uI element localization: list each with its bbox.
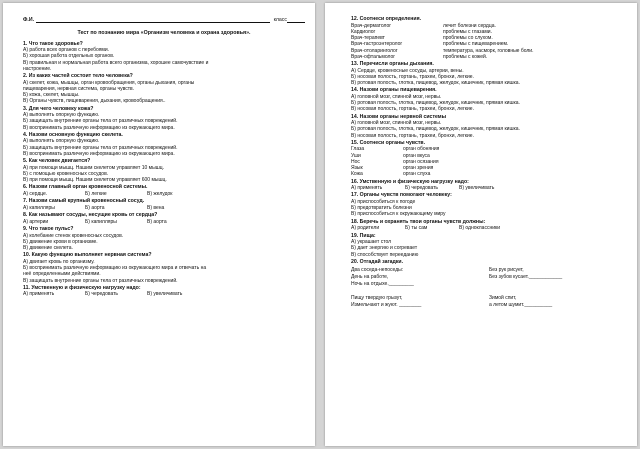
answer-option[interactable]: В) воспринимать различную информацию из окружающего мира. [23, 150, 175, 157]
riddles-block [351, 259, 627, 309]
question-block [351, 179, 627, 192]
question-block [23, 212, 305, 225]
answer-option[interactable]: В) ротовая полость, глотка, пищевод, желудок, кишечник, прямая кишка. [351, 80, 520, 86]
answer-option[interactable]: Б) защищать внутренние органы тела от различных повреждений. [23, 118, 178, 125]
matching-right[interactable]: орган слуха [403, 171, 431, 178]
answer-options-row [23, 191, 305, 197]
answer-option[interactable]: А) Сердце, кровеносные сосуды, артерии, вены. [351, 67, 464, 74]
riddles-left [351, 267, 489, 309]
question-block [351, 192, 627, 217]
answer-option[interactable]: Б) предотвратить болезни [351, 205, 412, 212]
answer-option[interactable]: А) работа всех органов с перебоями. [23, 47, 110, 54]
answer-option[interactable]: Б) чередовать [405, 185, 439, 192]
answer-option[interactable]: Б) движение крови в организме. [23, 238, 98, 245]
question-text: 11. Умственную и физическую нагрузку надо: [23, 284, 141, 291]
answer-option[interactable]: А) двигает кровь по организму. [23, 258, 95, 265]
answer-options-row [351, 225, 627, 231]
answer-option[interactable]: В) защищать внутренние органы тела от различных повреждений. [23, 277, 178, 284]
answer-option[interactable]: Б) кожа, скелет, мышцы. [23, 92, 80, 98]
riddle-line: Измельчают и жуют. ________ [351, 301, 422, 308]
matching-right[interactable]: проблемы с кожей. [443, 53, 488, 60]
question-block [351, 114, 627, 139]
answer-option[interactable]: В) носовая полость, гортань, трахеи, бронхи, легкие. [351, 132, 474, 139]
question-text: 19. Пища: [351, 232, 376, 239]
question-text: 9. Что такое пульс? [23, 226, 74, 233]
riddle-line [489, 281, 627, 288]
question-block [351, 61, 627, 86]
answer-options-row [351, 185, 627, 191]
question-block [23, 184, 305, 197]
answer-option[interactable]: настроение. [23, 65, 52, 72]
answer-option[interactable]: Б) аорта [85, 204, 105, 211]
matching-row [351, 54, 627, 60]
question-text: 5. Как человек двигается? [23, 158, 91, 165]
riddle-line: Два соседа-непоседы: [351, 266, 404, 273]
matching-left[interactable]: Нос [351, 158, 360, 165]
matching-left[interactable]: Язык [351, 165, 363, 172]
question-text: 10. Какую функцию выполняет нервная система? [23, 252, 152, 259]
riddle-line [351, 288, 489, 295]
matching-right[interactable]: проблемы со слухом. [443, 35, 493, 42]
matching-left[interactable]: Кардиолог [351, 28, 376, 35]
answer-option[interactable]: Б) ты сам [405, 225, 428, 232]
matching-right[interactable]: лечит болезни сердца. [443, 22, 496, 29]
answer-option[interactable]: Б) ротовая полость, глотка, пищевод, желудок, кишечник, прямая кишка. [351, 100, 520, 107]
answer-option[interactable]: А) применять [351, 185, 383, 192]
question-text: 3. Для чего человеку кожа? [23, 105, 94, 112]
answer-option[interactable]: В) аорта [147, 218, 167, 225]
answer-option[interactable]: В) Органы чувств, пищеварения, дыхания, кровообращения.. [23, 98, 166, 105]
question-text: 2. Из каких частей состоит тело человека? [23, 73, 133, 79]
answer-option[interactable]: В) носовая полость, гортань, трахеи, бронхи, легкие. [351, 106, 474, 113]
answer-option[interactable]: Б) чередовать [85, 291, 119, 298]
riddle-line [489, 288, 627, 295]
answer-option[interactable]: В) одноклассники [459, 225, 500, 232]
answer-option[interactable]: А) капилляры [23, 204, 55, 211]
question-block [23, 41, 305, 72]
matching-left[interactable]: Врач-дерматолог [351, 22, 392, 29]
riddle-line: Без зубов кусает.____________ [489, 273, 563, 280]
matching-right[interactable]: орган осязания [403, 158, 439, 165]
right-questions [351, 16, 627, 308]
answer-option[interactable]: В) правильная и нормальная работа всего организма, хорошее самочувствие и [23, 59, 209, 66]
question-text: 16. Умственную и физическую нагрузку надо: [351, 178, 469, 185]
question-text: 14. Назови органы пищеварения. [351, 87, 437, 94]
question-text: 17. Органы чувств помогают человеку: [351, 192, 452, 199]
question-text: 14. Назови органы нервной системы [351, 113, 447, 120]
class-label: класс [273, 17, 287, 23]
question-text: 13. Перечисли органы дыхания. [351, 61, 434, 67]
matching-block [351, 140, 627, 178]
answer-option[interactable]: Б) ротовая полость, глотка, пищевод, желудок, кишечник, прямая кишка. [351, 126, 520, 133]
matching-right[interactable]: орган зрения [403, 165, 434, 172]
answer-option[interactable]: А) украшает стол [351, 239, 392, 246]
answer-option[interactable]: пищеварения, нервная система, органы чувств. [23, 85, 135, 92]
answer-option[interactable]: А) скелет, кожа, мышцы, орган кровообращения, органы дыхания, органы [23, 79, 195, 86]
answer-option[interactable]: Б) с помощью кровеносных сосудов. [23, 170, 109, 177]
question-block [23, 158, 305, 183]
answer-option[interactable]: А) применять [23, 291, 55, 298]
answer-option[interactable]: В) воспринимать различную информацию из окружающего мира. [23, 124, 175, 131]
question-text: 18. Беречь и охранять твои органы чувств должны: [351, 218, 486, 225]
answer-option[interactable]: Б) защищать внутренние органы тела от различных повреждений. [23, 144, 178, 151]
test-title: Тест по познанию мира «Организм человека и охрана здоровья». [77, 30, 251, 36]
answer-option[interactable]: А) родители [351, 225, 380, 232]
left-questions [23, 41, 305, 298]
question-text: 15. Соотнеси органы чувств. [351, 139, 426, 146]
answer-option[interactable]: Б) дает энергию и согревает [351, 245, 418, 252]
left-page [3, 3, 315, 446]
riddle-line: Пищу твердую грызут, [351, 294, 403, 301]
answer-option[interactable]: Б) хорошая работа отдельных органов. [23, 53, 115, 60]
answer-option[interactable]: В) увеличивать [147, 291, 183, 298]
question-text: 4. Назови основную функцию скелета. [23, 131, 123, 138]
answer-option[interactable]: Б) легкие [85, 190, 107, 197]
name-blank[interactable] [36, 17, 270, 23]
matching-right[interactable]: проблемы с пищеварением. [443, 41, 509, 48]
riddle-line: Без рук рисует, [489, 266, 524, 273]
question-block [23, 132, 305, 157]
answer-option[interactable]: В) увеличивать [459, 185, 495, 192]
answer-option[interactable]: А) головной мозг, спинной мозг, нервы. [351, 93, 442, 100]
question-block [351, 233, 627, 258]
answer-option[interactable]: А) головной мозг, спинной мозг, нервы. [351, 120, 442, 127]
name-header [23, 17, 305, 24]
answer-option[interactable]: неё определенными действиями. [23, 271, 101, 278]
question-text: 8. Как называют сосуды, несущие кровь от сердца? [23, 212, 158, 219]
matching-left[interactable]: Врач-терапевт [351, 35, 385, 42]
matching-right[interactable]: орган вкуса [403, 152, 430, 159]
fio-label: Ф.И. [23, 17, 35, 23]
question-text: 7. Назови самый крупный кровеносный сосуд. [23, 198, 145, 205]
question-text: 6. Назови главный орган кровеносной системы. [23, 184, 148, 191]
question-block [351, 219, 627, 232]
question-block [23, 285, 305, 298]
question-block [23, 226, 305, 251]
answer-options-row [23, 205, 305, 211]
answer-option[interactable]: В) при помощи мышц. Нашим скелетом управляет 600 мышц. [23, 177, 167, 184]
answer-options-row [23, 219, 305, 225]
question-block [23, 198, 305, 211]
question-block [351, 87, 627, 112]
matching-left[interactable]: Уши [351, 152, 361, 159]
riddle-line: Зимой спит, [489, 294, 517, 301]
matching-row [351, 171, 627, 177]
question-text: 1. Что такое здоровье? [23, 40, 83, 47]
answer-option[interactable]: В) способствует перееданию [351, 251, 419, 258]
right-page [325, 3, 637, 446]
answer-option[interactable]: Б) воспринимать различную информацию из окружающего мира и отвечать на [23, 265, 207, 272]
answer-option[interactable]: А) артерии [23, 218, 49, 225]
question-block [23, 252, 305, 283]
answer-option[interactable]: А) при помощи мышц. Нашим скелетом управляет 10 мышц. [23, 164, 164, 171]
answer-option[interactable]: Б) носовая полость, гортань, трахеи, бронхи, легкие. [351, 73, 474, 80]
riddle-line: Ночь на отдыхе._________ [351, 280, 414, 287]
riddle-line: День на работе, [351, 273, 389, 280]
matching-left[interactable]: Глаза [351, 146, 365, 153]
matching-left[interactable]: Врач-отоларинголог [351, 47, 398, 54]
question-text: 12. Соотнеси определения. [351, 16, 422, 23]
answer-option[interactable]: А) колебание стенок кровеносных сосудов. [23, 232, 124, 239]
matching-right[interactable]: проблемы с глазами. [443, 28, 492, 35]
riddles-columns [351, 267, 627, 309]
answer-option[interactable]: В) желудок [147, 190, 173, 197]
matching-left[interactable]: Врач-гастроэнтеролог [351, 41, 403, 48]
matching-left[interactable]: Кожа [351, 171, 363, 178]
question-block [23, 106, 305, 131]
question-text: 20. Отгадай загадки. [351, 258, 404, 265]
riddles-right [489, 267, 627, 309]
matching-right[interactable]: орган обоняния [403, 146, 440, 153]
answer-option[interactable]: А) выполнять опорную функцию. [23, 112, 100, 119]
answer-options-row [23, 291, 305, 297]
answer-option[interactable]: А) сердце. [23, 190, 48, 197]
question-block [23, 73, 305, 104]
matching-left[interactable]: Врач-офтальмолог [351, 53, 396, 60]
answer-option[interactable]: А) приспособиться к погоде [351, 199, 416, 206]
answer-option[interactable]: А) выполнять опорную функцию. [23, 138, 100, 145]
answer-option[interactable]: В) движение скелета. [23, 245, 73, 252]
answer-option[interactable]: В) приспособиться к окружающему миру [351, 211, 446, 218]
riddle-line: а летом шумит.__________ [489, 301, 553, 308]
matching-block [351, 16, 627, 60]
answer-option[interactable]: Б) капилляры [85, 218, 117, 225]
matching-right[interactable]: температура, насморк, головные боли. [443, 47, 534, 54]
answer-option[interactable]: В) вена [147, 204, 165, 211]
class-blank[interactable] [287, 17, 305, 23]
